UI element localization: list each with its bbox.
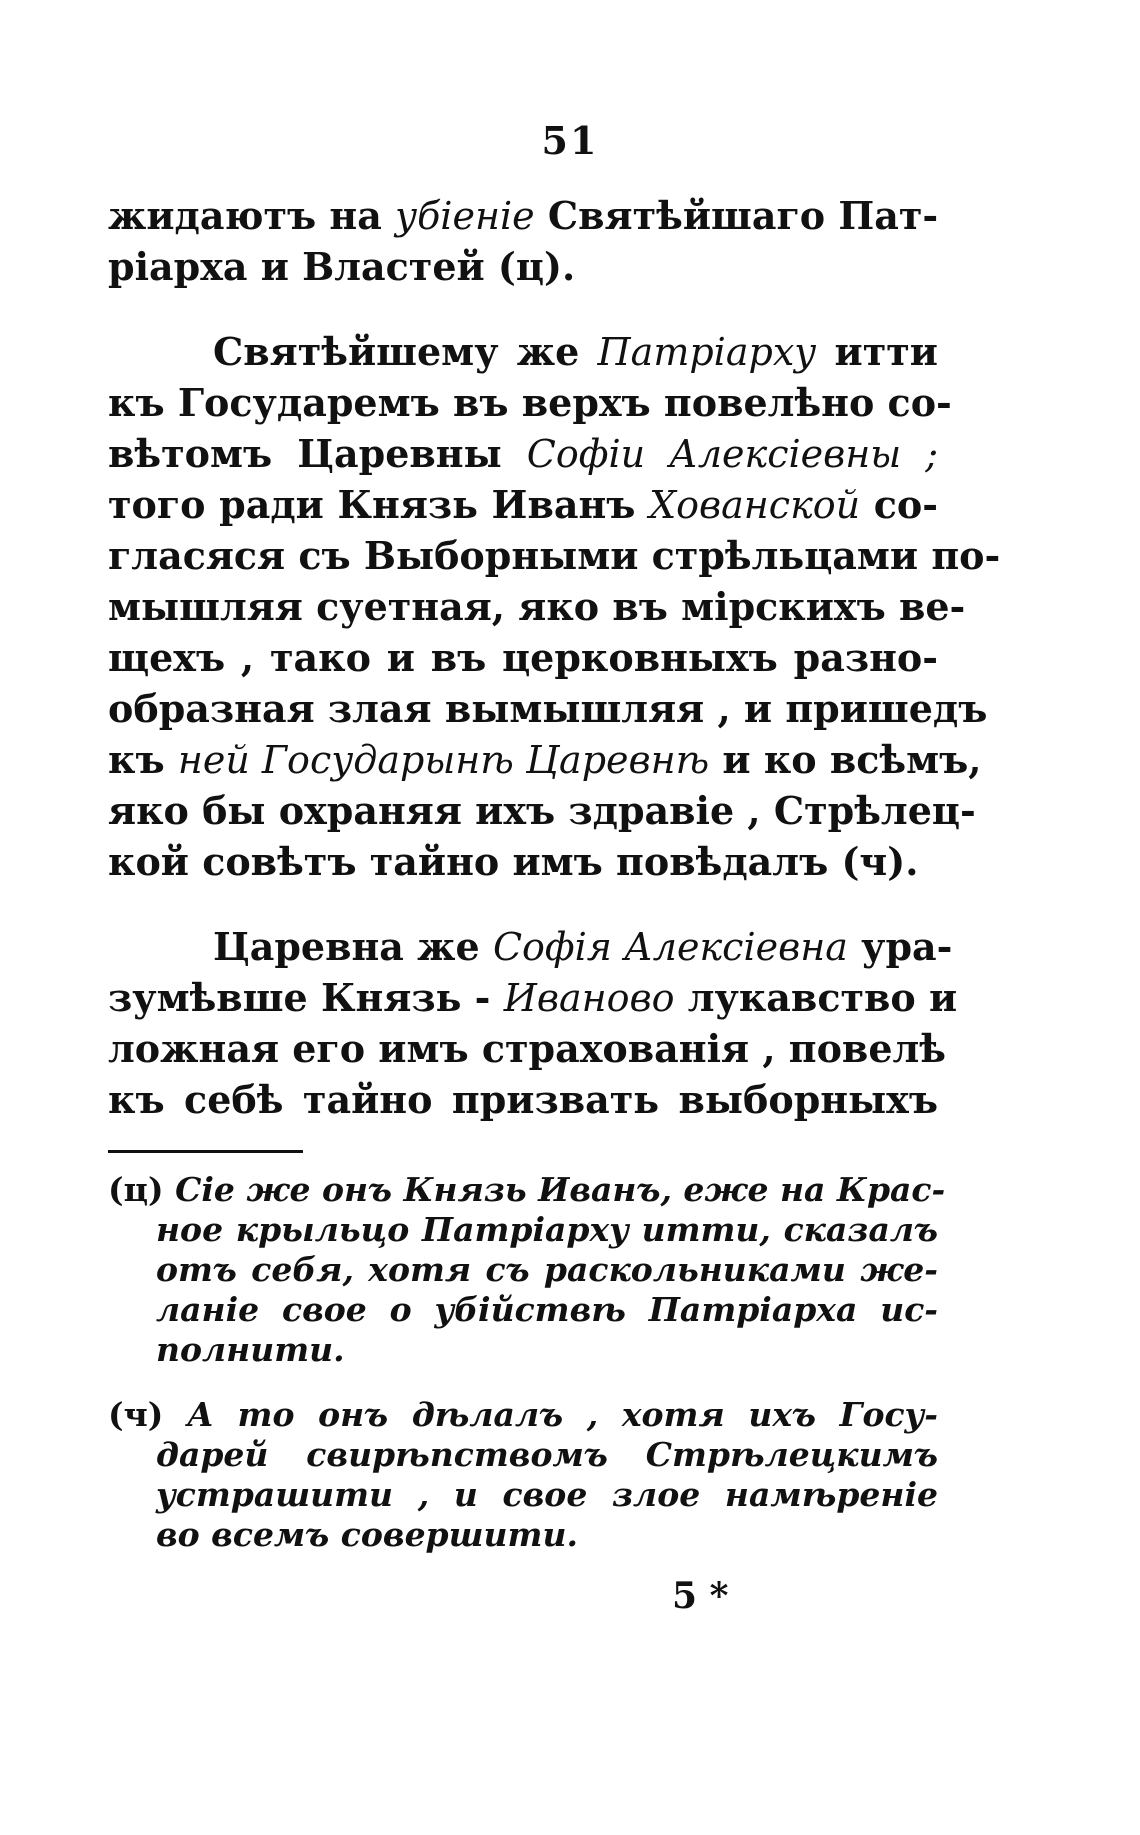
text-span: образная злая вымышляя , и пришедъ [108, 686, 988, 731]
text-line [108, 632, 938, 683]
text-line [108, 479, 938, 530]
footnote-marker: (ц) [108, 1170, 164, 1209]
italic-text-span: убіеніе [395, 194, 535, 238]
text-line [108, 581, 966, 632]
text-line [108, 785, 976, 836]
text-span: того ради Князь Иванъ [108, 482, 650, 527]
text-line [108, 377, 952, 428]
text-line [108, 428, 938, 479]
text-span: итти [816, 329, 938, 374]
paragraph-2 [108, 326, 1001, 887]
italic-text-span: ней Государынѣ Царевнѣ [177, 738, 710, 782]
text-line [108, 921, 953, 972]
text-line [108, 1074, 938, 1125]
text-line [108, 190, 938, 241]
text-line [108, 972, 958, 1023]
footnote-1 [108, 1170, 946, 1370]
footnote-divider [108, 1150, 303, 1153]
text-span: ура- [847, 924, 953, 969]
text-line [108, 1023, 947, 1074]
text-line [108, 683, 988, 734]
italic-text-span: Иваново [503, 976, 675, 1020]
text-span: мышляя суетная, яко въ мірскихъ ве- [108, 584, 966, 629]
footnote-line: отъ себя, хотя съ раскольниками же- [156, 1250, 938, 1289]
footnote-text: Сіе же онъ Князь Иванъ, еже на Крас- [175, 1170, 946, 1209]
text-span: Святѣйшему же [213, 329, 598, 374]
text-span: къ [108, 737, 178, 782]
footnote-line: устрашити , и свое злое намѣреніе [156, 1475, 938, 1514]
text-span: вѣтомъ Царевны [108, 431, 527, 476]
italic-text-span: Патріарху [597, 330, 817, 374]
footnote-line [108, 1170, 946, 1210]
text-span: кой совѣтъ тайно имъ повѣдалъ (ч). [108, 839, 919, 884]
italic-text-span: Софія Алексіевна [492, 925, 848, 969]
footnote-marker: (ч) [108, 1395, 164, 1434]
italic-text-span: Хованской [649, 483, 861, 527]
text-line [108, 836, 938, 887]
text-line [108, 326, 938, 377]
text-span: ложная его имъ страхованія , повелѣ [108, 1026, 947, 1071]
footnote-2 [108, 1395, 938, 1555]
text-line [108, 734, 982, 785]
footnote-line: дарей свирѣпствомъ Стрѣлецкимъ [156, 1435, 938, 1474]
footnote-text: А то онъ дѣлалъ , хотя ихъ Госу- [187, 1395, 938, 1434]
text-span: Царевна же [213, 924, 493, 969]
text-line [108, 530, 1001, 581]
text-span: щехъ , тако и въ церковныхъ разно- [108, 635, 938, 680]
page-number: 51 [541, 118, 599, 163]
footnote-line: полнити. [156, 1330, 345, 1369]
text-span: яко бы охраняя ихъ здравіе , Стрѣлец- [108, 788, 976, 833]
text-span: ріарха и Властей (ц). [108, 244, 576, 289]
text-line [108, 241, 938, 292]
text-span: со- [860, 482, 938, 527]
text-span: Святѣйшаго Пат- [534, 193, 939, 238]
footnote-line: ное крыльцо Патріарху итти, сказалъ [156, 1210, 938, 1249]
footnote-line: ланіе свое о убійствѣ Патріарха ис- [156, 1290, 938, 1329]
text-span: лукавство и [674, 975, 958, 1020]
italic-text-span: Софіи Алексіевны ; [526, 432, 938, 476]
paragraph-3 [108, 921, 958, 1125]
signature-mark: 5 * [672, 1575, 729, 1617]
paragraph-1 [108, 190, 938, 292]
text-span: къ себѣ тайно призвать выборныхъ [108, 1077, 938, 1122]
text-span: жидаютъ на [108, 193, 396, 238]
text-span: зумѣвше Князь - [108, 975, 504, 1020]
text-span: и ко всѣмъ, [709, 737, 982, 782]
footnote-line: во всемъ совершити. [156, 1515, 578, 1554]
text-span: къ Государемъ въ верхъ повелѣно со- [108, 380, 952, 425]
text-span: гласяся съ Выборными стрѣльцами по- [108, 533, 1001, 578]
footnote-line [108, 1395, 938, 1435]
